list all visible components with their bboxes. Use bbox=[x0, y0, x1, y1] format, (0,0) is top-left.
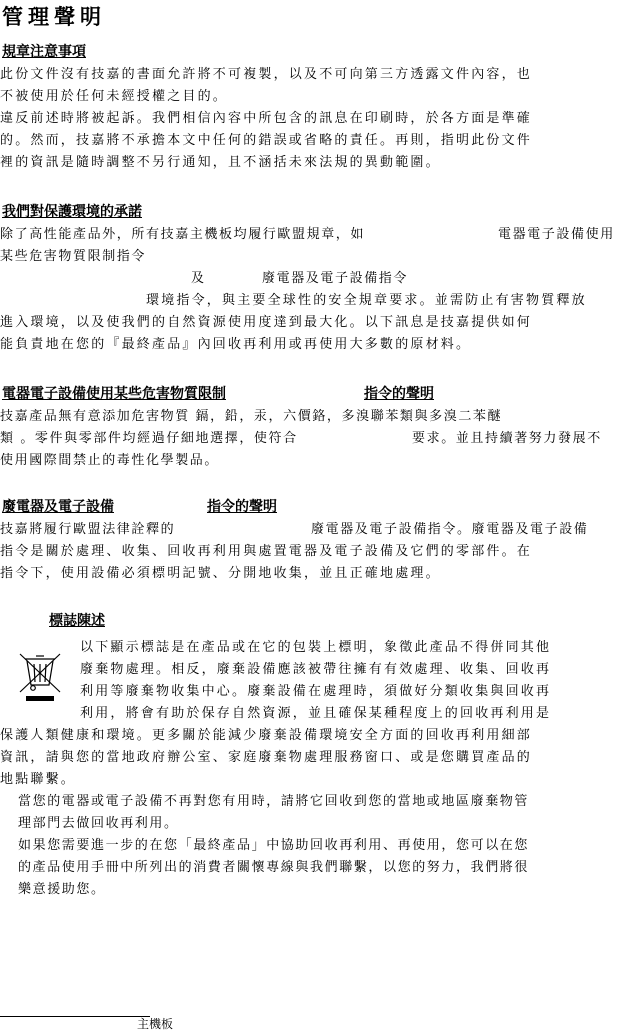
rohs-heading: 電器電子設備使用某些危害物質限制 bbox=[2, 386, 226, 402]
paragraph-line: 除了高性能產品外，所有技嘉主機板均履行歐盟規章，如 bbox=[0, 227, 366, 242]
paragraph-line: 技嘉將履行歐盟法律詮釋的 bbox=[0, 522, 176, 537]
footer-label: 主機板 bbox=[137, 1017, 174, 1031]
page-title: 管理聲明 bbox=[2, 5, 106, 29]
bullet-line: 樂意援助您。 bbox=[18, 882, 106, 897]
paragraph-line: 廢棄物處理。相反，廢棄設備應該被帶往擁有有效處理、收集、回收再 bbox=[80, 662, 552, 677]
bullet-line: 的產品使用手冊中所列出的消費者關懷專線與我們聯繫，以您的努力，我們將很 bbox=[18, 860, 530, 875]
paragraph-line: 裡的資訊是隨時調整不另行通知，且不涵括未來法規的異動範圍。 bbox=[0, 155, 441, 170]
rohs-heading-suffix: 指令的聲明 bbox=[364, 386, 434, 402]
paragraph-line: 此份文件沒有技嘉的書面允許將不可複製，以及不可向第三方透露文件內容，也 bbox=[0, 67, 533, 82]
paragraph-line: 以下顯示標誌是在產品或在它的包裝上標明，象徵此產品不得併同其他 bbox=[80, 640, 552, 655]
paragraph-line: 能負責地在您的『最終產品』內回收再利用或再使用大多數的原材料。 bbox=[0, 337, 472, 352]
paragraph-line: 電器電子設備使用 bbox=[498, 227, 615, 242]
regulatory-heading: 規章注意事項 bbox=[2, 44, 86, 60]
paragraph-line: 及 bbox=[191, 271, 206, 286]
paragraph-line: 違反前述時將被起訴。我們相信內容中所包含的訊息在印刷時，於各方面是準確 bbox=[0, 111, 533, 126]
bullet-line: 理部門去做回收再利用。 bbox=[18, 816, 179, 831]
footer-rule bbox=[0, 1016, 150, 1017]
paragraph-line: 廢電器及電子設備指令 bbox=[262, 271, 409, 286]
paragraph-line: 環境指令，與主要全球性的安全規章要求。並需防止有害物質釋放 bbox=[146, 293, 587, 308]
paragraph-line: 某些危害物質限制指令 bbox=[0, 249, 147, 264]
paragraph-line: 利用，將會有助於保存自然資源，並且確保某種程度上的回收再利用是 bbox=[80, 706, 552, 721]
paragraph-line: 的。然而，技嘉將不承擔本文中任何的錯誤或省略的責任。再則，指明此份文件 bbox=[0, 133, 533, 148]
paragraph-line: 廢電器及電子設備指令。廢電器及電子設備 bbox=[311, 522, 589, 537]
paragraph-line: 資訊，請與您的當地政府辦公室、家庭廢棄物處理服務窗口、或是您購買產品的 bbox=[0, 750, 533, 765]
paragraph-line: 保護人類健康和環境。更多關於能減少廢棄設備環境安全方面的回收再利用細部 bbox=[0, 728, 533, 743]
weee-heading-suffix: 指令的聲明 bbox=[207, 499, 277, 515]
environment-heading: 我們對保護環境的承諾 bbox=[2, 204, 142, 220]
bullet-line: 當您的電器或電子設備不再對您有用時，請將它回收到您的當地或地區廢棄物管 bbox=[18, 794, 530, 809]
paragraph-line: 類 。零件與零部件均經過仔細地選擇，使符合 bbox=[0, 431, 298, 446]
weee-heading: 廢電器及電子設備 bbox=[2, 499, 114, 515]
paragraph-line: 進入環境，以及使我們的自然資源使用度達到最大化。以下訊息是技嘉提供如何 bbox=[0, 315, 533, 330]
paragraph-line: 指令是關於處理、收集、回收再利用與處置電器及電子設備及它們的零部件。在 bbox=[0, 544, 533, 559]
bullet-line: 如果您需要進一步的在您「最終產品」中協助回收再利用、再使用，您可以在您 bbox=[18, 838, 530, 853]
paragraph-line: 使用國際間禁止的毒性化學製品。 bbox=[0, 453, 220, 468]
paragraph-line: 指令下，使用設備必須標明記號、分開地收集，並且正確地處理。 bbox=[0, 566, 441, 581]
symbol-heading: 標誌陳述 bbox=[49, 613, 105, 629]
paragraph-line: 地點聯繫。 bbox=[0, 772, 77, 787]
paragraph-line: 利用等廢棄物收集中心。廢棄設備在處理時，須做好分類收集與回收再 bbox=[80, 684, 552, 699]
paragraph-line: 要求。並且持續著努力發展不 bbox=[412, 431, 602, 446]
paragraph-line: 技嘉產品無有意添加危害物質 鎘，鉛，汞，六價鉻，多溴聯苯類與多溴二苯醚 bbox=[0, 409, 503, 424]
crossed-out-wheelie-bin-icon bbox=[16, 648, 64, 704]
paragraph-line: 不被使用於任何未經授權之目的。 bbox=[0, 89, 229, 104]
